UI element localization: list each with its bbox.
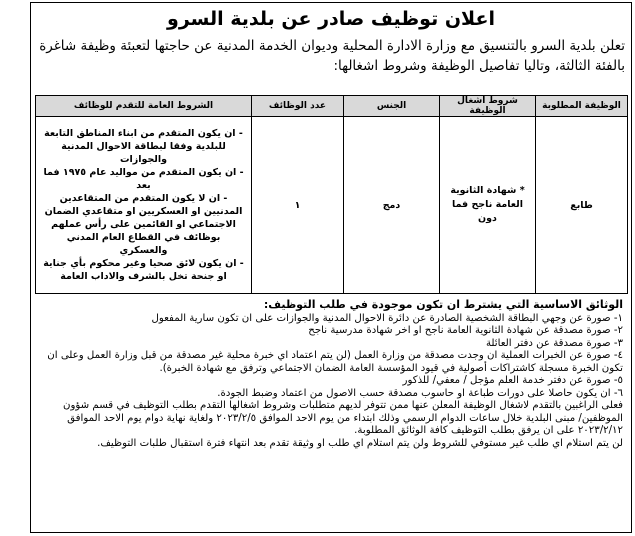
header-job: الوظيفة المطلوبة: [536, 96, 628, 117]
condition-item: - ان يكون المتقدم من مواليد عام ١٩٧٥ فما بعد: [43, 167, 244, 191]
cell-conditions: [36, 117, 252, 294]
condition-item: - ان يكون المتقدم من ابناء المناطق التابعة للبلدية وفقا لبطاقة الاحوال المدنية والجوازات: [44, 128, 243, 165]
table-header-row: [36, 96, 628, 117]
cell-requirements: * شهادة الثانوية العامة ناجح فما دون: [440, 117, 536, 294]
condition-item: - ان لا يكون المتقدم من المتقاعدين المدنيين او العسكريين او متقاعدي الضمان الاجتماعي او القائمين على رأس عملهم بوظائف في القطاع العام المدني والعسكري: [44, 193, 243, 256]
header-requirements: شروط اشغال الوظيفة: [440, 96, 536, 117]
condition-item: - ان يكون لائق صحيا وغير محكوم بأي جناية او جنحة تخل بالشرف والاداب العامة: [43, 258, 244, 282]
jobs-table: [35, 95, 628, 294]
cell-job: طابع: [536, 117, 628, 294]
document-item: ٥- صورة عن دفتر خدمة العلم مؤجل / معفي/ للذكور: [402, 375, 623, 386]
application-notice: فعلى الراغبين بالتقدم لاشغال الوظيفة المعلن عنها ممن تتوفر لديهم متطلبات وشروط اشغالها التقدم بطلب التوظيف في قسم شؤون الموظفين/ مبنى البلدية خلال ساعات الدوام الرسمي وذلك ابتداء من يوم الاحد الموافق ٢٠٢٣/٢/٥ ولغاية نهاية دوام يوم الاحد الموافق ٢٠٢٣/٢/١٢ على ان يرفق بطلب التوظيف كافة الوثائق المطلوبة.: [62, 400, 623, 436]
document-item: ٤- صورة عن الخبرات العملية ان وجدت مصدقة من وزارة العمل (لن يتم اعتماد اي خبرة محلية غير مصدقة من قبل وزارة العمل وعلى ان تكون الخبرة مسجلة كاشتراكات أصولية في قيود المؤسسة العامة الضمان الاجتماعي وترفق مع شهادة الخبرة).: [47, 350, 623, 374]
page-title: اعلان توظيف صادر عن بلدية السرو: [167, 8, 495, 30]
cell-count: ١: [252, 117, 344, 294]
document-item: ٢- صورة مصدقة عن شهادة الثانوية العامة ناجح او اخر شهادة مدرسية ناجح: [308, 325, 623, 336]
cell-gender: دمج: [344, 117, 440, 294]
table-row: [36, 117, 628, 294]
footer-note: لن يتم استلام اي طلب غير مستوفي للشروط ولن يتم استلام اي طلب او وثيقة تقدم بعد انتهاء فترة استقبال طلبات التوظيف.: [97, 437, 623, 449]
intro-text: تعلن بلدية السرو بالتنسيق مع وزارة الادارة المحلية وديوان الخدمة المدنية عن حاجتها لتعبئة وظيفة شاغرة بالفئة الثالثة، وتاليا تفاصيل الوظيفة وشروط اشغالها:: [39, 38, 625, 74]
document-item: ٦- ان يكون حاصلا على دورات طباعة او حاسوب مصدقة حسب الاصول من اعتماد وضبط الجودة.: [217, 387, 623, 399]
announcement: [30, 2, 632, 533]
documents-heading: الوثائق الاساسية التي يشترط ان تكون موجودة في طلب التوظيف:: [263, 298, 623, 311]
document-item: ١- صورة عن وجهي البطاقة الشخصية الصادرة عن دائرة الاحوال المدنية والجوازات على ان تكون سارية المفعول: [151, 312, 623, 324]
documents-section: [37, 299, 623, 450]
header-conditions: الشروط العامة للتقدم للوظائف: [36, 96, 252, 117]
header-count: عدد الوظائف: [252, 96, 344, 117]
document-item: ٣- صورة مصدقة عن دفتر العائلة: [485, 337, 623, 349]
header-gender: الجنس: [344, 96, 440, 117]
